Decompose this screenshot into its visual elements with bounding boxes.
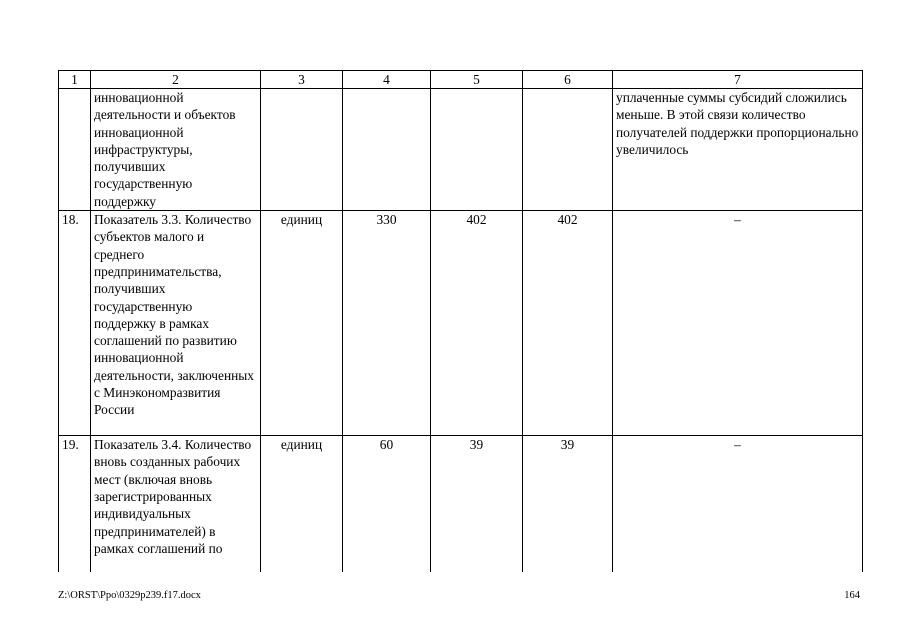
header-col-1: 1 bbox=[59, 71, 91, 89]
value-col-5 bbox=[431, 89, 523, 211]
value-col-6 bbox=[523, 89, 613, 211]
indicator-table bbox=[58, 70, 863, 572]
unit-cell: единиц bbox=[261, 436, 343, 573]
value-col-4 bbox=[343, 89, 431, 211]
table-row bbox=[59, 211, 863, 436]
header-row bbox=[59, 71, 863, 89]
value-col-5: 402 bbox=[431, 211, 523, 436]
value-col-4: 60 bbox=[343, 436, 431, 573]
indicator-name: инновационной деятельности и объектов инновационной инфраструктуры, получивших государственную поддержку bbox=[91, 89, 261, 211]
value-col-6: 39 bbox=[523, 436, 613, 573]
header-col-4: 4 bbox=[343, 71, 431, 89]
note-cell: уплаченные суммы субсидий сложились меньше. В этой связи количество получателей поддержки пропорционально увеличилось bbox=[613, 89, 863, 211]
value-col-5: 39 bbox=[431, 436, 523, 573]
footer-file-path: Z:\ORST\Ppo\0329p239.f17.docx bbox=[58, 590, 201, 601]
note-cell: – bbox=[613, 436, 863, 573]
value-col-6: 402 bbox=[523, 211, 613, 436]
header-col-6: 6 bbox=[523, 71, 613, 89]
row-number bbox=[59, 89, 91, 211]
value-col-4: 330 bbox=[343, 211, 431, 436]
indicator-name: Показатель 3.3. Количество субъектов малого и среднего предпринимательства, получивших государственную поддержку в рамках соглашений по развитию инновационной деятельности, заключенных с Минэкономразвития России bbox=[91, 211, 261, 436]
unit-cell bbox=[261, 89, 343, 211]
row-number: 19. bbox=[59, 436, 91, 573]
note-cell: – bbox=[613, 211, 863, 436]
row-number: 18. bbox=[59, 211, 91, 436]
table-row bbox=[59, 89, 863, 211]
header-col-3: 3 bbox=[261, 71, 343, 89]
unit-cell: единиц bbox=[261, 211, 343, 436]
indicator-name: Показатель 3.4. Количество вновь созданных рабочих мест (включая вновь зарегистрированных индивидуальных предпринимателей) в рамках соглашений по bbox=[91, 436, 261, 573]
header-col-7: 7 bbox=[613, 71, 863, 89]
footer-page-number: 164 bbox=[844, 590, 860, 601]
table-row bbox=[59, 436, 863, 573]
header-col-2: 2 bbox=[91, 71, 261, 89]
header-col-5: 5 bbox=[431, 71, 523, 89]
